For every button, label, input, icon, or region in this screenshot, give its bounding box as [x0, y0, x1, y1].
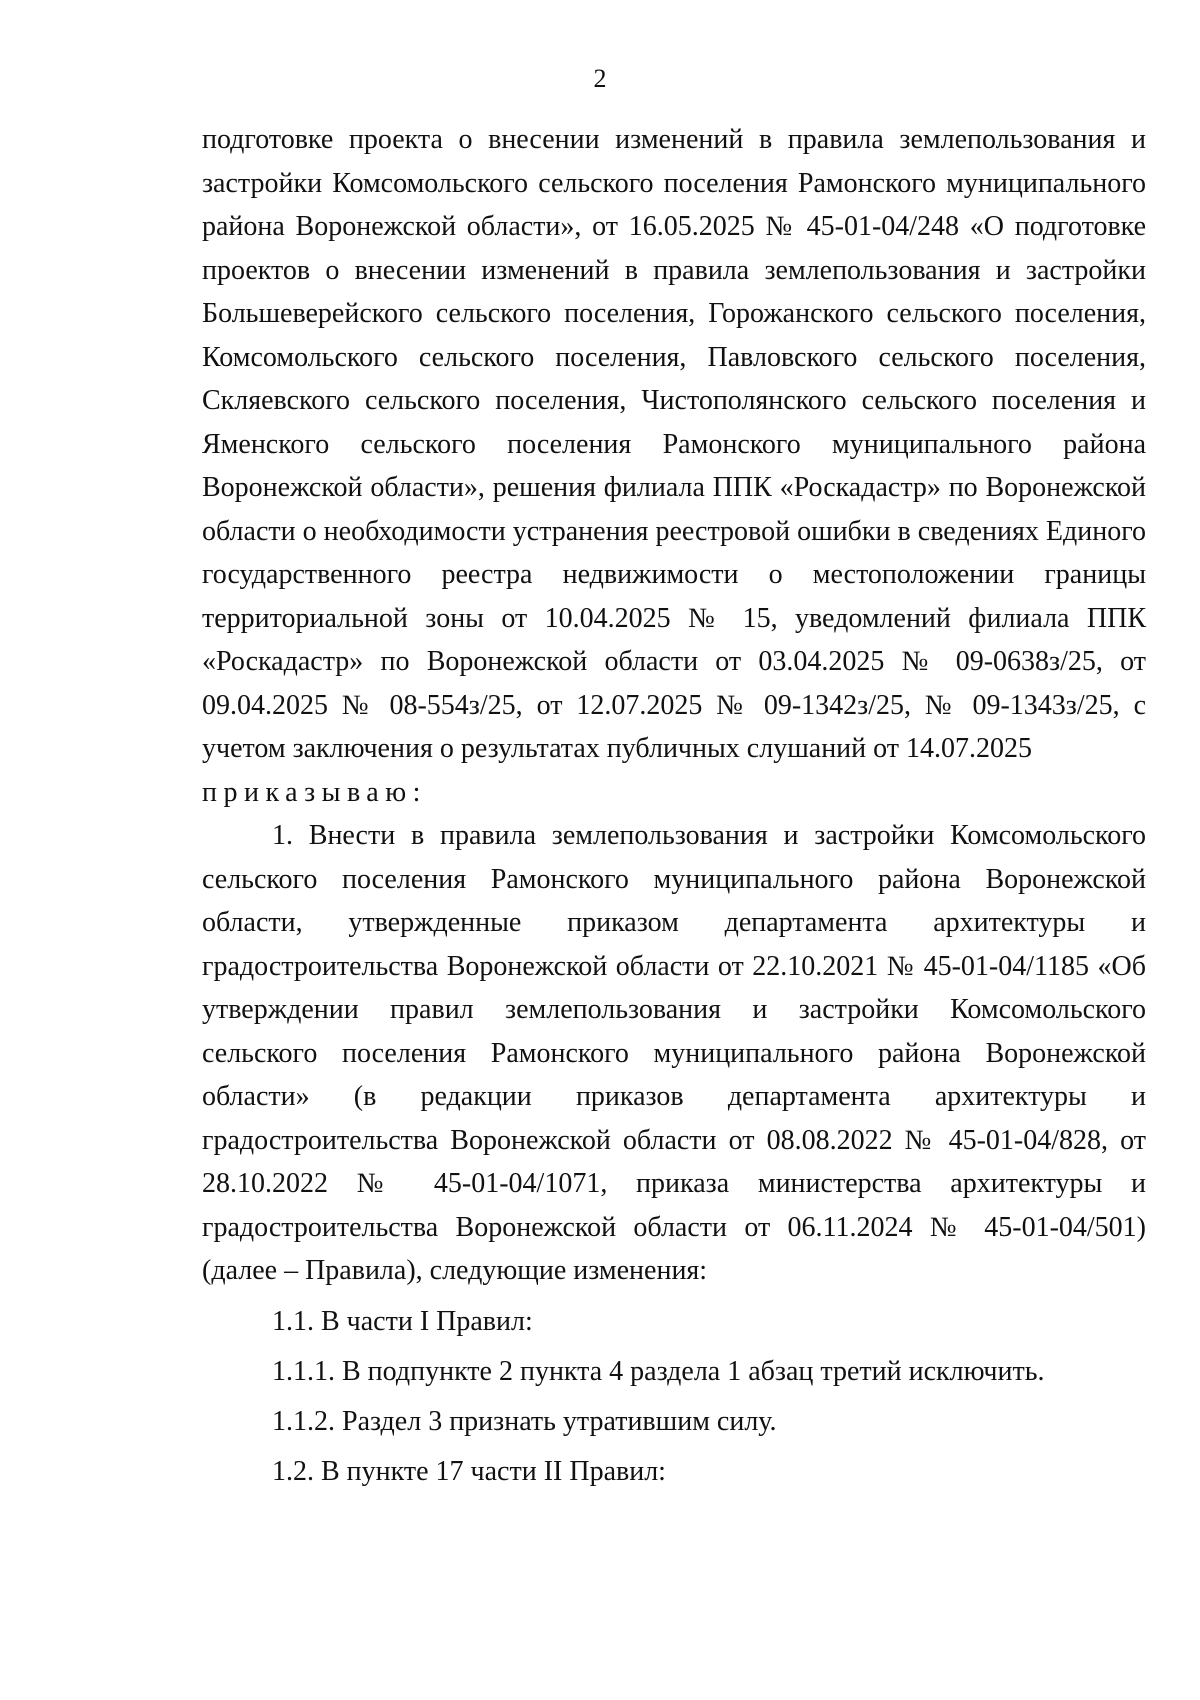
- item-1-1: 1.1. В части I Правил:: [272, 1305, 533, 1337]
- point-1-paragraph: 1. Внести в правила землепользования и застройки Комсомольского сельского поселения Рамонского муниципального района Воронежской области, утвержденные приказом департамента архитектуры и градостроительства Воронежской области от 22.10.2021 № 45-01-04/1185 «Об утверждении правил землепользования и застройки Комсомольского сельского поселения Рамонского муниципального района Воронежской области» (в редакции приказов департамента архитектуры и градостроительства Воронежской области от 08.08.2022 № 45-01-04/828, от 28.10.2022 № 45-01-04/1071, приказа министерства архитектуры и градостроительства Воронежской области от 06.11.2024 № 45-01-04/501) (далее – Правила), следующие изменения:: [202, 820, 1146, 1286]
- document-body: [202, 118, 1146, 1497]
- item-1-2: 1.2. В пункте 17 части II Правил:: [272, 1455, 666, 1487]
- item-1-1-2: 1.1.2. Раздел 3 признать утратившим силу.: [272, 1405, 777, 1437]
- order-word: приказываю:: [202, 776, 427, 808]
- page-number: 2: [593, 64, 607, 93]
- item-1-1-1: 1.1.1. В подпункте 2 пункта 4 раздела 1 абзац третий исключить.: [272, 1355, 1045, 1387]
- intro-paragraph: подготовке проекта о внесении изменений в правила землепользования и застройки Комсомольского сельского поселения Рамонского муниципального района Воронежской области», от 16.05.2025 № 45-01-04/248 «О подготовке проектов о внесении изменений в правила землепользования и застройки Большеверейского сельского поселения, Горожанского сельского поселения, Комсомольского сельского поселения, Павловского сельского поселения, Скляевского сельского поселения, Чистополянского сельского поселения и Яменского сельского поселения Рамонского муниципального района Воронежской области», решения филиала ППК «Роскадастр» по Воронежской области о необходимости устранения реестровой ошибки в сведениях Единого государственного реестра недвижимости о местоположении границы территориальной зоны от 10.04.2025 № 15, уведомлений филиала ППК «Роскадастр» по Воронежской области от 03.04.2025 № 09-0638з/25, от 09.04.2025 № 08-554з/25, от 12.07.2025 № 09-1342з/25, № 09-1343з/25, с учетом заключения о результатах публичных слушаний от 14.07.2025: [202, 124, 1146, 764]
